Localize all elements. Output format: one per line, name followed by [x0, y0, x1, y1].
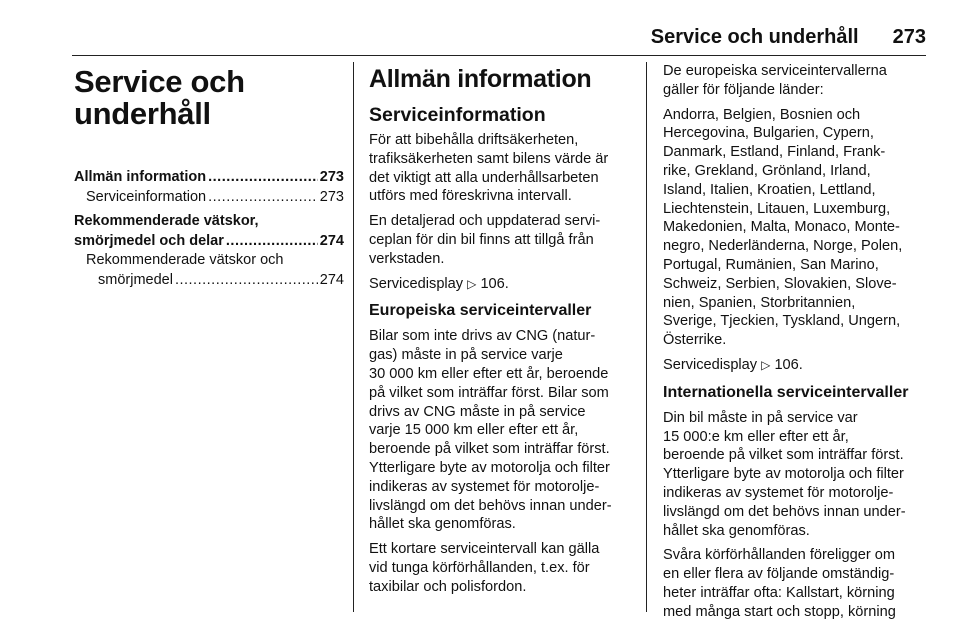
text-line: hållet ska genomföras. [369, 516, 516, 533]
chapter-title [74, 66, 344, 130]
toc-page: 274 [319, 232, 344, 249]
text-line: Ytterligare byte av motorolja och filter [369, 459, 610, 476]
text-line: En detaljerad och uppdaterad servi- [369, 213, 601, 230]
toc-leader [226, 232, 318, 252]
header-rule [72, 55, 926, 56]
text-line: det viktigt att alla underhållsarbeten [369, 169, 599, 186]
reference-text: Servicedisplay [369, 275, 464, 292]
text-line: verkstaden. [369, 250, 445, 267]
text-line: För att bibehålla driftsäkerheten, [369, 132, 579, 148]
toc-entry[interactable] [74, 251, 344, 290]
chapter-column [74, 62, 344, 290]
cross-reference[interactable] [369, 275, 633, 294]
text-line: 30 000 km eller efter ett år, beroende [369, 365, 609, 382]
text-line: ceplan för din bil finns att tillgå från [369, 231, 594, 248]
toc-page: 273 [319, 169, 344, 185]
text-line: beroende på vilket som inträffar först. [369, 441, 610, 458]
text-line: nien, Spanien, Storbritannien, [663, 294, 856, 311]
toc-leader [208, 188, 318, 208]
text-line: Ytterligare byte av motorolja och filter [663, 466, 904, 483]
text-line: De europeiska serviceintervallerna [663, 63, 887, 79]
text-line: med många start och stopp, körning [663, 603, 896, 620]
column-divider [353, 62, 354, 612]
header-title: Service och underhåll [650, 26, 859, 48]
text-line: varje 15 000 km eller efter ett år, [369, 422, 579, 439]
toc-label: Rekommenderade vätskor och [86, 252, 284, 268]
paragraph [663, 546, 929, 621]
paragraph [663, 409, 929, 541]
text-line: vid tunga körförhållanden, t.ex. för [369, 559, 590, 576]
cross-reference[interactable] [663, 356, 929, 375]
text-line: Makedonien, Malta, Monaco, Monte- [663, 219, 900, 236]
text-line: 15 000:e km eller efter ett år, [663, 428, 849, 445]
heading-international-intervals: Internationella serviceintervaller [663, 383, 909, 401]
paragraph [369, 327, 633, 534]
table-of-contents [74, 168, 344, 290]
paragraph [369, 540, 633, 596]
content-column [369, 62, 633, 603]
toc-label: Serviceinformation [86, 188, 207, 205]
reference-text: Servicedisplay [663, 356, 758, 373]
text-line: Sverige, Tjeckien, Tyskland, Ungern, [663, 313, 901, 330]
text-line: rike, Grekland, Grönland, Irland, [663, 162, 871, 179]
toc-entry[interactable] [74, 188, 344, 208]
text-line: drivs av CNG måste in på service [369, 403, 586, 420]
paragraph [663, 62, 929, 100]
text-line: trafiksäkerheten samt bilens värde är [369, 150, 609, 167]
text-line: livslängd om det behövs innan under- [663, 503, 906, 520]
text-line: heter inträffar ofta: Kallstart, körning [663, 584, 895, 601]
page-header [72, 26, 926, 52]
column-divider [646, 62, 647, 612]
text-line: Ett kortare serviceintervall kan gälla [369, 541, 600, 558]
reference-page: 106. [476, 275, 509, 292]
reference-page: 106. [770, 356, 803, 373]
page-number: 273 [892, 26, 926, 48]
text-line: Liechtenstein, Litauen, Luxemburg, [663, 200, 891, 217]
heading-european-intervals: Europeiska serviceintervaller [369, 302, 592, 320]
toc-entry[interactable] [74, 212, 344, 251]
toc-page: 273 [319, 188, 344, 205]
section-title: Allmän information [369, 65, 592, 93]
text-line: Svåra körförhållanden föreligger om [663, 547, 896, 564]
text-line: på vilket som inträffar först. Bilar som [369, 384, 609, 401]
text-line: en eller flera av följande omständig- [663, 566, 895, 583]
paragraph [369, 212, 633, 268]
subsection-title: Serviceinformation [369, 104, 546, 126]
toc-leader [208, 168, 318, 188]
text-line: hållet ska genomföras. [663, 522, 810, 539]
text-line: livslängd om det behövs innan under- [369, 497, 612, 514]
country-list [663, 106, 929, 350]
toc-label: Rekommenderade vätskor, [74, 213, 259, 229]
toc-label: smörjmedel [98, 271, 173, 288]
paragraph [369, 131, 633, 206]
text-line: Andorra, Belgien, Bosnien och [663, 106, 861, 123]
text-line: Danmark, Estland, Finland, Frank- [663, 144, 886, 161]
arrow-icon: ▷ [467, 276, 477, 291]
text-line: Portugal, Rumänien, San Marino, [663, 256, 879, 273]
text-line: taxibilar och polisfordon. [369, 578, 527, 595]
toc-entry[interactable] [74, 168, 344, 188]
text-line: gas) måste in på service varje [369, 347, 563, 364]
text-line: indikeras av systemet för motorolje- [663, 484, 894, 501]
text-line: utförs med föreskrivna intervall. [369, 188, 572, 205]
chapter-title-line: underhåll [74, 96, 211, 131]
chapter-title-line: Service och [74, 64, 245, 99]
toc-page: 274 [319, 271, 344, 288]
text-line: Bilar som inte drivs av CNG (natur- [369, 328, 596, 345]
text-line: indikeras av systemet för motorolje- [369, 478, 600, 495]
text-line: Österrike. [663, 332, 727, 349]
text-line: negro, Nederländerna, Norge, Polen, [663, 238, 903, 255]
text-line: Hercegovina, Bulgarien, Cypern, [663, 125, 874, 142]
text-line: beroende på vilket som inträffar först. [663, 447, 904, 464]
toc-leader [175, 271, 318, 291]
text-line: Din bil måste in på service var [663, 409, 858, 426]
text-line: Island, Italien, Kroatien, Lettland, [663, 181, 876, 198]
toc-label: smörjmedel och delar [74, 232, 224, 249]
content-column [663, 62, 929, 628]
text-line: gäller för följande länder: [663, 81, 824, 98]
text-line: Schweiz, Serbien, Slovakien, Slove- [663, 275, 897, 292]
arrow-icon: ▷ [761, 357, 771, 372]
toc-label: Allmän information [74, 169, 207, 185]
